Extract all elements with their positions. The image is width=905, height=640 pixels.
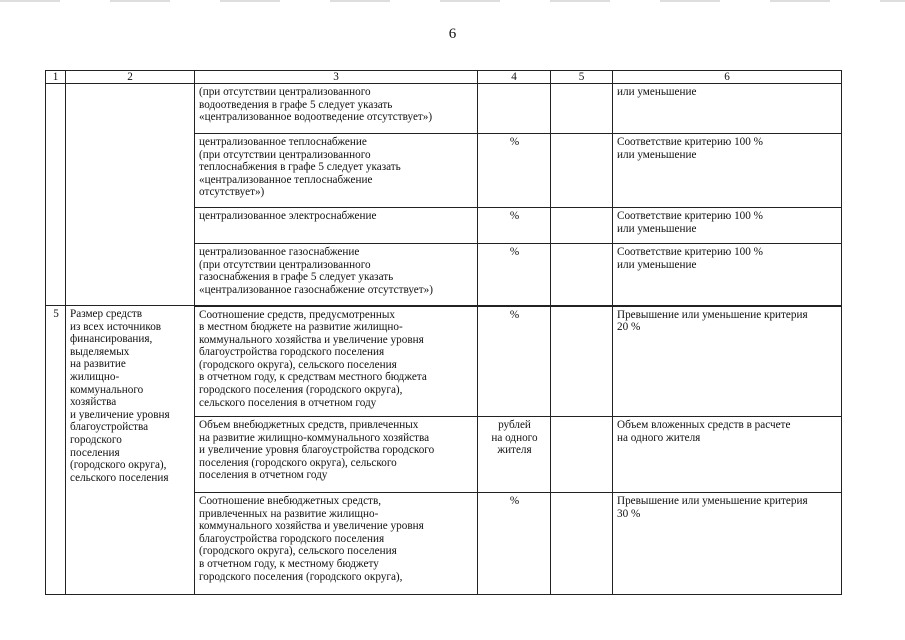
row-number-cell: 5 (46, 306, 66, 595)
column-header: 6 (613, 71, 842, 84)
unit-cell: % (478, 134, 551, 208)
criterion-cell: Превышение или уменьшение критерия 20 % (613, 306, 842, 417)
indicator-cell: Соотношение внебюджетных средств, привлеченных на развитие жилищно- коммунального хозяйства и увеличение уровня благоустройства городского поселения (городского округа), сельского поселения в отчетном году, к местному бюджету городского поселения (городского округа), (195, 493, 478, 595)
indicator-cell: централизованное теплоснабжение (при отсутствии централизованного теплоснабжения в графе 5 следует указать «централизованное теплоснабжение отсутствует») (195, 134, 478, 208)
unit-cell: рублей на одного жителя (478, 417, 551, 493)
indicator-cell: Объем внебюджетных средств, привлеченных на развитие жилищно-коммунального хозяйства и увеличение уровня благоустройства городского поселения (городского округа), сельского поселения в отчетном году (195, 417, 478, 493)
column-header: 3 (195, 71, 478, 84)
unit-cell: % (478, 306, 551, 417)
unit-cell: % (478, 208, 551, 244)
value-cell (551, 134, 613, 208)
column-header: 1 (46, 71, 66, 84)
criterion-cell: Соответствие критерию 100 % или уменьшение (613, 134, 842, 208)
indicator-cell: Соотношение средств, предусмотренных в местном бюджете на развитие жилищно- коммунального хозяйства и увеличение уровня благоустройства городского поселения (городского округа), сельского поселения в отчетном году, к средствам местного бюджета городского поселения (городского округа), сельского поселения в отчетном году (195, 306, 478, 417)
page-number: 6 (448, 26, 457, 42)
indicator-cell: централизованное газоснабжение (при отсутствии централизованного газоснабжения в графе 5 следует указать «централизованное газоснабжение отсутствует») (195, 244, 478, 306)
criterion-cell: Объем вложенных средств в расчете на одного жителя (613, 417, 842, 493)
table-row (46, 84, 842, 134)
value-cell (551, 417, 613, 493)
value-cell (551, 208, 613, 244)
value-cell (551, 493, 613, 595)
value-cell (551, 306, 613, 417)
criterion-cell: или уменьшение (613, 84, 842, 134)
indicator-name-cell (66, 84, 195, 306)
unit-cell (478, 84, 551, 134)
column-header: 2 (66, 71, 195, 84)
unit-cell: % (478, 493, 551, 595)
unit-cell: % (478, 244, 551, 306)
column-header: 4 (478, 71, 551, 84)
criterion-cell: Превышение или уменьшение критерия 30 % (613, 493, 842, 595)
criteria-table (45, 70, 842, 595)
indicator-cell: централизованное электроснабжение (195, 208, 478, 244)
indicator-name-cell: Размер средств из всех источников финансирования, выделяемых на развитие жилищно- коммунального хозяйства и увеличение уровня благоустройства городского поселения (городского округа), сельского поселения (66, 306, 195, 595)
value-cell (551, 244, 613, 306)
column-header: 5 (551, 71, 613, 84)
criterion-cell: Соответствие критерию 100 % или уменьшение (613, 208, 842, 244)
page-top-edge (0, 0, 905, 2)
indicator-cell: (при отсутствии централизованного водоотведения в графе 5 следует указать «централизованное водоотведение отсутствует») (195, 84, 478, 134)
value-cell (551, 84, 613, 134)
row-number-cell (46, 84, 66, 306)
criterion-cell: Соответствие критерию 100 % или уменьшение (613, 244, 842, 306)
table-row (46, 306, 842, 417)
table-header-row (46, 71, 842, 84)
